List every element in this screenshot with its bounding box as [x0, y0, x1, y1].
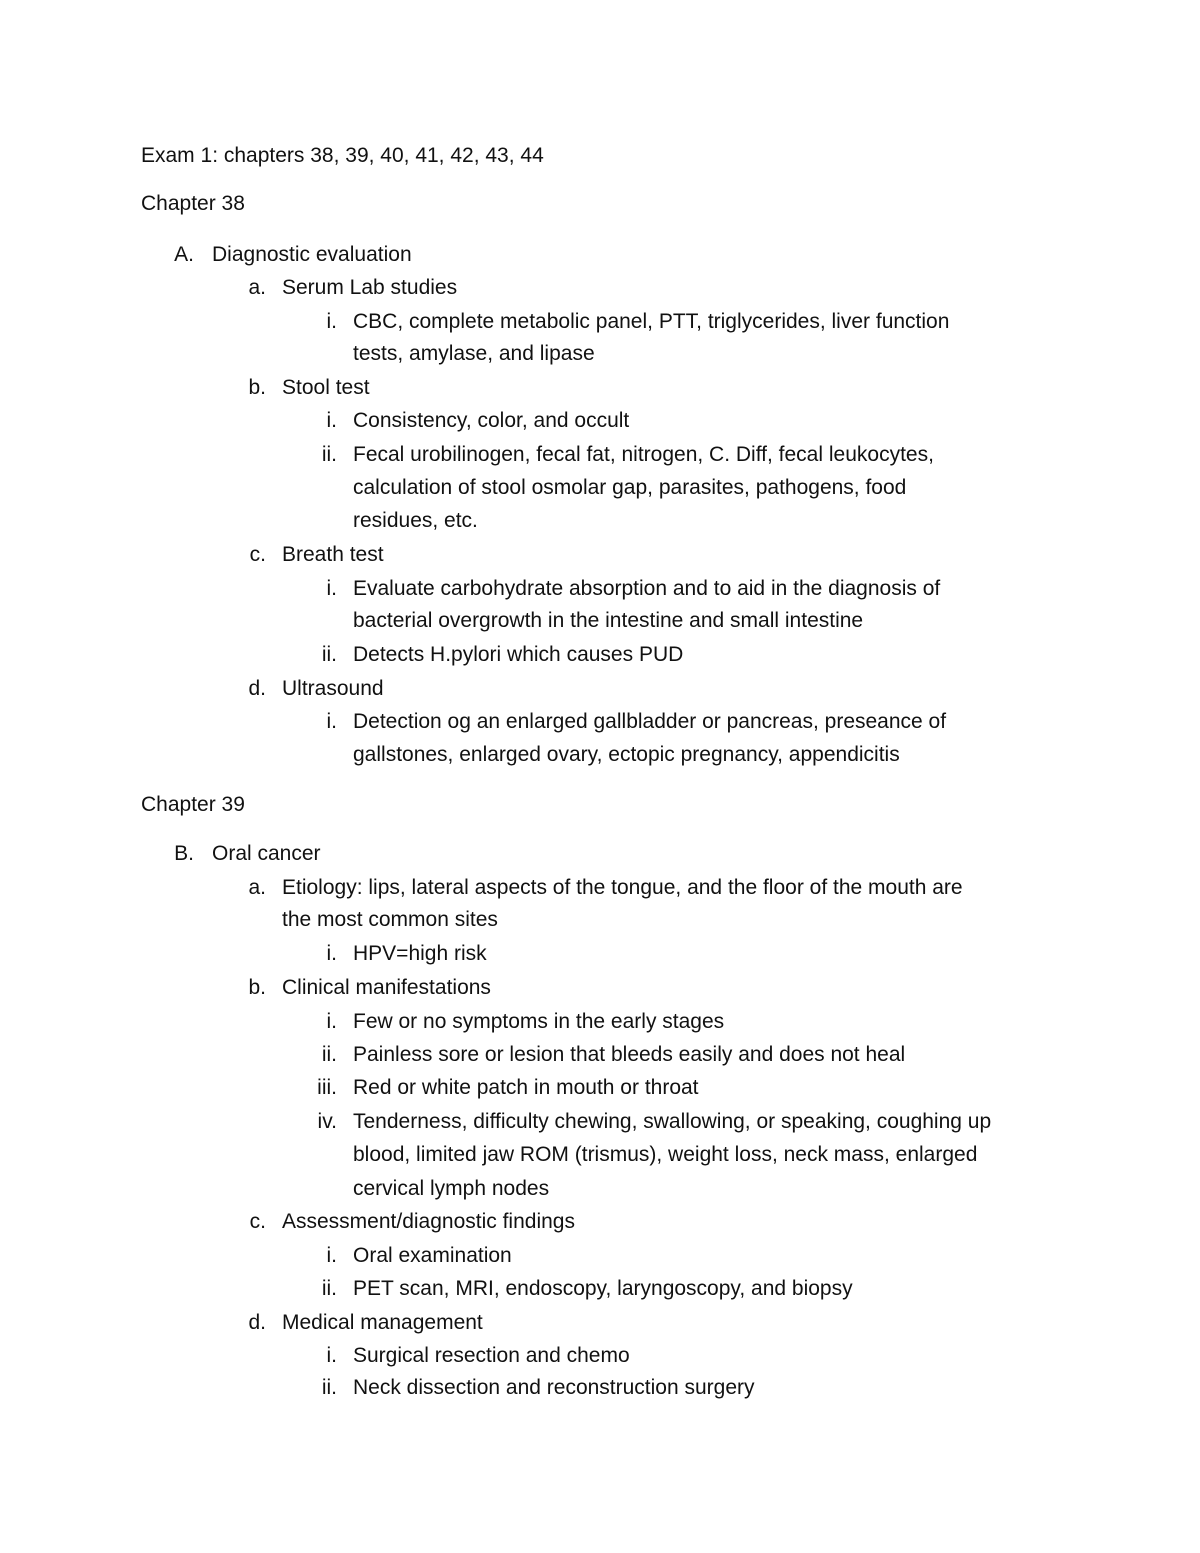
item-marker: i.: [326, 409, 337, 432]
item-text: bacterial overgrowth in the intestine and small intestine: [353, 609, 864, 632]
item-text: Tenderness, difficulty chewing, swallowing, or speaking, coughing up: [353, 1110, 992, 1133]
subsection-marker: a.: [248, 876, 266, 899]
subsection-marker: c.: [249, 1210, 266, 1233]
item-marker: i.: [326, 1010, 337, 1033]
subsection-title: Etiology: lips, lateral aspects of the tongue, and the floor of the mouth are: [282, 876, 963, 899]
chapter-heading: Chapter 38: [141, 192, 245, 215]
subsection-marker: d.: [248, 677, 266, 700]
item-marker: iv.: [317, 1110, 337, 1133]
item-text: Surgical resection and chemo: [353, 1344, 630, 1367]
subsection-title: Stool test: [282, 376, 370, 399]
item-text: Fecal urobilinogen, fecal fat, nitrogen, C. Diff, fecal leukocytes,: [353, 443, 934, 466]
item-marker: i.: [326, 310, 337, 333]
item-text: Detects H.pylori which causes PUD: [353, 643, 684, 666]
subsection-title: Serum Lab studies: [282, 276, 458, 299]
section-title: Diagnostic evaluation: [212, 243, 412, 266]
subsection-marker: b.: [248, 976, 266, 999]
item-marker: i.: [326, 1244, 337, 1267]
item-text: Detection og an enlarged gallbladder or pancreas, preseance of: [353, 710, 947, 733]
subsection-title: Assessment/diagnostic findings: [282, 1210, 575, 1233]
item-text: Consistency, color, and occult: [353, 409, 630, 432]
item-marker: iii.: [317, 1076, 337, 1099]
item-marker: i.: [326, 1344, 337, 1367]
section-title: Oral cancer: [212, 842, 321, 865]
item-marker: ii.: [321, 643, 337, 666]
item-text: blood, limited jaw ROM (trismus), weight loss, neck mass, enlarged: [353, 1143, 978, 1166]
subsection-marker: a.: [248, 276, 266, 299]
item-text: Oral examination: [353, 1244, 512, 1267]
item-marker: i.: [326, 710, 337, 733]
item-text: gallstones, enlarged ovary, ectopic pregnancy, appendicitis: [353, 743, 900, 766]
subsection-marker: d.: [248, 1311, 266, 1334]
subsection-marker: c.: [249, 543, 266, 566]
item-text: residues, etc.: [353, 509, 478, 532]
item-text: PET scan, MRI, endoscopy, laryngoscopy, and biopsy: [353, 1277, 853, 1300]
subsection-title: Breath test: [282, 543, 384, 566]
subsection-title: the most common sites: [282, 908, 498, 931]
item-text: Evaluate carbohydrate absorption and to aid in the diagnosis of: [353, 577, 941, 600]
subsection-marker: b.: [248, 376, 266, 399]
exam-title: Exam 1: chapters 38, 39, 40, 41, 42, 43, 44: [141, 144, 544, 167]
item-text: Painless sore or lesion that bleeds easily and does not heal: [353, 1043, 906, 1066]
item-marker: i.: [326, 942, 337, 965]
item-text: tests, amylase, and lipase: [353, 342, 595, 365]
item-marker: ii.: [321, 443, 337, 466]
item-text: Neck dissection and reconstruction surgery: [353, 1376, 755, 1399]
item-text: Few or no symptoms in the early stages: [353, 1010, 725, 1033]
subsection-title: Clinical manifestations: [282, 976, 491, 999]
item-marker: ii.: [321, 1043, 337, 1066]
item-marker: ii.: [321, 1376, 337, 1399]
subsection-title: Medical management: [282, 1311, 483, 1334]
item-marker: ii.: [321, 1277, 337, 1300]
item-text: Red or white patch in mouth or throat: [353, 1076, 699, 1099]
item-text: CBC, complete metabolic panel, PTT, triglycerides, liver function: [353, 310, 950, 333]
chapter-heading: Chapter 39: [141, 793, 245, 816]
section-marker: A.: [174, 243, 194, 266]
item-marker: i.: [326, 577, 337, 600]
item-text: calculation of stool osmolar gap, parasites, pathogens, food: [353, 476, 907, 499]
item-text: cervical lymph nodes: [353, 1177, 550, 1200]
section-marker: B.: [174, 842, 194, 865]
item-text: HPV=high risk: [353, 942, 487, 965]
subsection-title: Ultrasound: [282, 677, 384, 700]
